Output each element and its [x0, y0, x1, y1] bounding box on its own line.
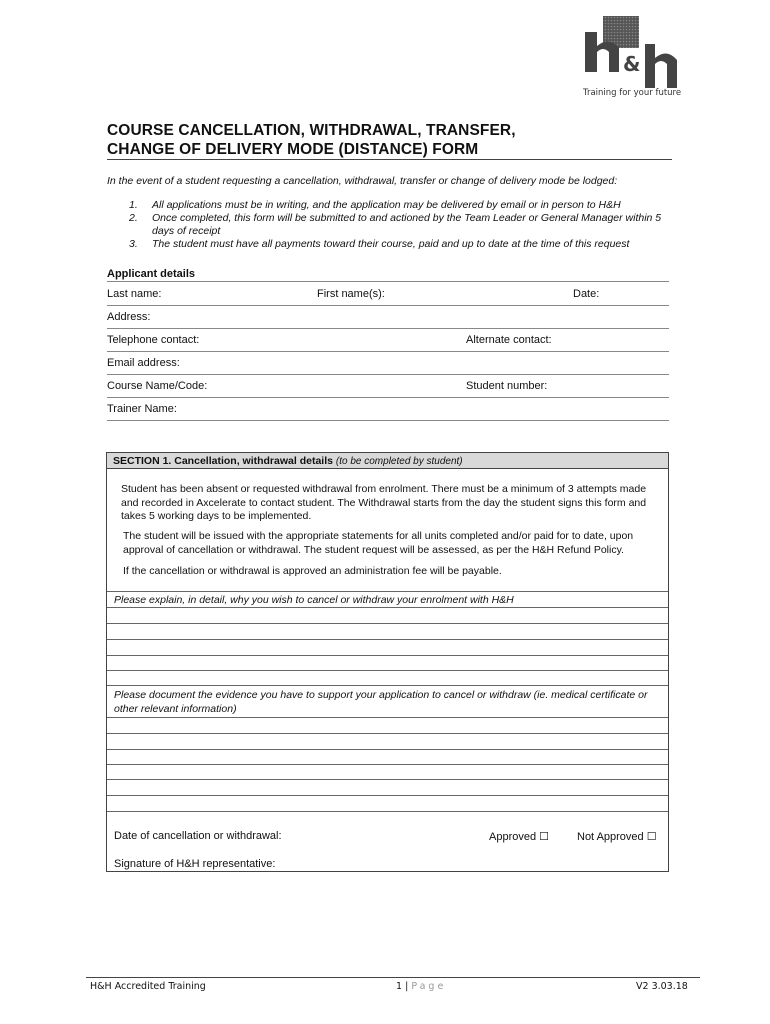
- student-number-label: Student number:: [466, 380, 548, 392]
- answer-line[interactable]: [107, 733, 668, 734]
- absence-paragraph: Student has been absent or requested withdrawal from enrolment. There must be a minimum of 3 attempts made and recorded in Axcelerate to contact student. The Withdrawal starts from the day the student signs this form and takes 5 working days to be implemented.: [121, 483, 647, 522]
- course-row[interactable]: [107, 375, 669, 398]
- not-approved-checkbox[interactable]: ☐: [646, 831, 657, 843]
- answer-line[interactable]: [107, 811, 668, 812]
- answer-line[interactable]: [107, 779, 668, 780]
- applicant-heading: Applicant details: [107, 268, 196, 280]
- form-title: [107, 121, 667, 159]
- rules-list: [107, 199, 682, 251]
- answer-line[interactable]: [107, 685, 668, 686]
- alternate-contact-label: Alternate contact:: [466, 334, 552, 346]
- date-label: Date:: [573, 288, 600, 300]
- admin-fee-paragraph: If the cancellation or withdrawal is approved an administration fee will be payable.: [123, 565, 502, 577]
- signature-label: Signature of H&H representative:: [114, 858, 276, 870]
- footer-divider: [86, 977, 700, 978]
- not-approved-option[interactable]: Not Approved ☐: [577, 831, 657, 843]
- email-label: Email address:: [107, 357, 180, 369]
- answer-line[interactable]: [107, 717, 668, 718]
- answer-line[interactable]: [107, 623, 668, 624]
- cancellation-date-label: Date of cancellation or withdrawal:: [114, 830, 282, 842]
- evidence-prompt: Please document the evidence you have to support your application to cancel or withdraw (ie. medical certificate or other relevant information): [114, 689, 648, 715]
- title-line-1: COURSE CANCELLATION, WITHDRAWAL, TRANSFER,: [107, 122, 516, 139]
- page-separator: |: [405, 981, 409, 992]
- address-row[interactable]: [107, 306, 669, 329]
- svg-text:&: &: [623, 52, 641, 76]
- rule-item: 1. All applications must be in writing, and the application may be delivered by email or in person to H&H: [129, 199, 621, 211]
- section-1-heading: SECTION 1. Cancellation, withdrawal details (to be completed by student): [107, 453, 668, 469]
- footer-version: V2 3.03.18: [636, 981, 688, 992]
- course-label: Course Name/Code:: [107, 380, 208, 392]
- answer-line[interactable]: [107, 670, 668, 671]
- statements-paragraph: The student will be issued with the appropriate statements for all units completed and/or paid for to date, upon approval of cancellation or withdrawal. The student request will be assessed, as per the H&H Refund Policy.: [123, 530, 634, 556]
- applicant-divider: [107, 281, 669, 282]
- email-row[interactable]: [107, 352, 669, 375]
- telephone-label: Telephone contact:: [107, 334, 200, 346]
- last-name-label: Last name:: [107, 288, 162, 300]
- footer-org: H&H Accredited Training: [90, 981, 206, 992]
- divider: [107, 591, 668, 592]
- name-row[interactable]: [107, 283, 669, 306]
- footer-page: [396, 981, 446, 992]
- title-line-2: CHANGE OF DELIVERY MODE (DISTANCE) FORM: [107, 141, 479, 158]
- answer-line[interactable]: [107, 764, 668, 765]
- logo-tagline: Training for your future: [583, 88, 682, 98]
- answer-line[interactable]: [107, 607, 668, 608]
- approved-option[interactable]: Approved ☐: [489, 831, 550, 843]
- title-divider: [107, 159, 672, 160]
- address-label: Address:: [107, 311, 151, 323]
- rule-item: 2. Once completed, this form will be submitted to and actioned by the Team Leader or General Manager within 5 days of receipt: [129, 212, 662, 237]
- page-number: 1: [396, 981, 403, 992]
- first-names-label: First name(s):: [317, 288, 385, 300]
- trainer-row[interactable]: [107, 398, 669, 421]
- trainer-label: Trainer Name:: [107, 403, 177, 415]
- rule-item: 3. The student must have all payments toward their course, paid and up to date at the time of this request: [129, 238, 630, 250]
- contact-row[interactable]: [107, 329, 669, 352]
- section-1-box: [106, 452, 669, 872]
- answer-line[interactable]: [107, 749, 668, 750]
- answer-line[interactable]: [107, 639, 668, 640]
- answer-line[interactable]: [107, 655, 668, 656]
- page-word: Page: [411, 981, 447, 992]
- explain-prompt: Please explain, in detail, why you wish to cancel or withdraw your enrolment with H&H: [114, 594, 514, 606]
- intro-text: In the event of a student requesting a cancellation, withdrawal, transfer or change of delivery mode be lodged:: [107, 175, 618, 187]
- answer-line[interactable]: [107, 795, 668, 796]
- approved-checkbox[interactable]: ☐: [539, 831, 550, 843]
